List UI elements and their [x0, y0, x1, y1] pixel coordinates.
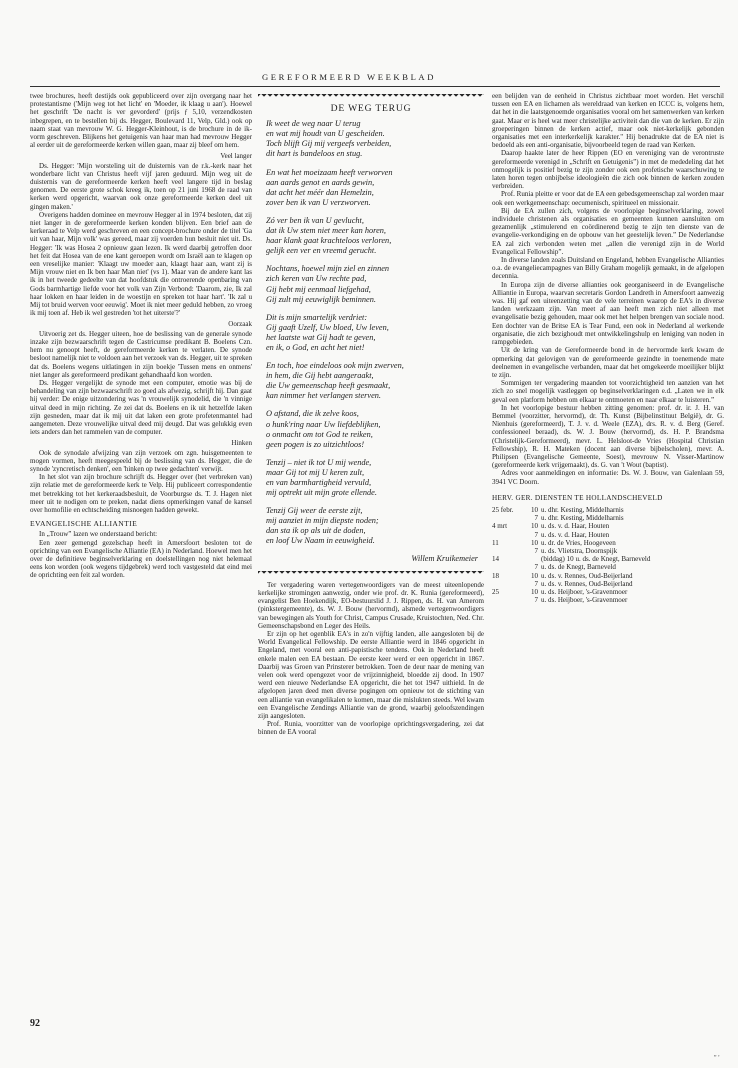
poem-line: o onmacht om tot God te reiken, — [266, 429, 373, 439]
poem-stanza — [266, 168, 484, 208]
poem-line: en wat mij houdt van U gescheiden. — [266, 129, 385, 139]
poem-line: aan aards genot en aards gewin, — [266, 177, 375, 187]
zigzag-rule-bottom — [258, 571, 484, 577]
service-date — [492, 596, 522, 604]
poem-line: mij aanziet in mijn diepste noden; — [266, 516, 379, 526]
service-text: u. ds. v. d. Haar, Houten — [541, 530, 610, 539]
paragraph: een belijden van de eenheid in Christus zichtbaar moet worden. Het verschil tussen een EA en lichamen als wereldraad van kerken en ICCC is, volgens hem, dat het in die laatstgenoemde organisaties vooral om het samenwerken van kerken gaat. Maar er is heel wat meer christelijke activiteit dan die van de kerken. Er zijn groeperingen binnen de kerken actief, maar ook niet-kerkelijk gebonden organisaties met een interkerkelijk karakter." Hij benadrukte dat de EA niet is bedoeld als een anti-organisatie, bijvoorbeeld tegen de raad van Kerken. — [492, 92, 724, 150]
paragraph: In diverse landen zoals Duitsland en Engeland, hebben Evangelische Allianties o.a. de evangeliecampagnes van Billy Graham mogelijk gemaakt, in de afgelopen decennia. — [492, 256, 724, 281]
poem-line: O afstand, die ik zelve koos, — [266, 409, 359, 419]
service-text: u. ds. Heijboer, 's-Gravenmoer — [541, 587, 628, 596]
poem-line: Toch blijft Gij mij vergeefs verbeiden, — [266, 139, 392, 149]
poem-stanza — [266, 216, 484, 256]
poem-author: Willem Kruikemeier — [411, 553, 478, 563]
poem-title: DE WEG TERUG — [330, 103, 412, 114]
poem-stanza — [266, 264, 484, 304]
paragraph: Bij de EA zullen zich, volgens de voorlopige beginselverklaring, zowel individuele christenen als organisaties en gemeenten kunnen aansluiten om gezamenlijk „stimulerend en coördinerend bezig te zijn ten dienste van de evangelie-verkondiging en de opbouw van het geestelijk leven.” De Nederlandse EA zal zich verbonden weten met „allen die verenigd zijn in de World Evangelical Fellowship”. — [492, 206, 724, 256]
poem-line: en loof Uw Naam in eeuwigheid. — [266, 536, 375, 546]
poem-line: Nochtans, hoewel mijn ziel en zinnen — [266, 264, 390, 274]
section-heading-alliantie: EVANGELISCHE ALLIANTIE — [30, 519, 138, 529]
service-time: 10 — [530, 538, 538, 547]
poem-line: dan sta ik op als uit de doden, — [266, 526, 366, 536]
paragraph: Daarop haakte later de heer Rippen (EO en vereniging van de verontruste gereformeerde verenigd in „Schrift en Getuigenis”) in met de mededeling dat het onmogelijk is positief bezig te zijn zonder ook een profetische waarschuwing te laten horen tegen onbijbelse ideologieën die zich ook binnen de kerken zouden verbreiden. — [492, 149, 724, 191]
poem-line: en van barmhartigheid vervuld, — [266, 478, 372, 488]
poem-line: Gij zult mij eeuwiglijk beminnen. — [266, 294, 376, 304]
column-left — [30, 92, 252, 792]
paragraph: In „Trouw” lazen we onderstaand bericht: — [39, 530, 158, 539]
poem-line: dit hart is bandeloos en stug. — [266, 149, 363, 159]
service-date: 25 febr. — [492, 505, 514, 514]
service-row — [492, 596, 724, 604]
service-row — [492, 522, 724, 530]
paragraph: Er zijn op het ogenblik EA's in zo'n vijftig landen, alle aangesloten bij de World Evangelical Fellowship. De eerste Alliantie werd in 1846 opgericht in Engeland, met vooral een anti-papistische tendens. Ook in Nederland heeft enkele malen een EA bestaan. De eerste keer werd er een opgericht in 1867. Daarbij was Groen van Prinsterer betrokken. Toen de deur naar de mening van velen ook werd opengezet voor de vrijzinnigheid, bloedde zij dood. In 1907 werd een nieuwe Nederlandse EA opgericht, die het tot 1947 uithield. In de afgelopen jaren deed men diverse pogingen om opnieuw tot de stichting van een alliantie van evangelikalen te komen, maar die mislukten steeds. Wel kwam een Evangelische Zendings Alliantie van de grond, waarbij geloofszendingen zijn aangesloten. — [258, 630, 484, 721]
paragraph: In het voorlopige bestuur hebben zitting genomen: prof. dr. ir. J. H. van Bemmel (voorzitter, hervormd), dr. Th. Kunst (Bijbelinstituut België), dr. G. Nienhuis (gereformeerd), T. J. v. d. Weele (EZA), drs. R. v. d. Berg (Geref. confessioneel beraad), ds. W. J. Bouw (hervormd), ds. H. P. Brandsma (Christelijk-Gereformeerd), mevr. L. Helsloot-de Vries (Hospital Christian Fellowship), R. H. Mateken (docent aan diverse bijbelscholen), mevr. A. Philipsen (Evangelische Gemeente, Soest), mevrouw N. Visser-Martinow (gereformeerde kerk vrijgemaakt), ds. G. van 't Wout (baptist). — [492, 403, 724, 470]
poem-line: en ik, o God, en acht het niet! — [266, 342, 365, 352]
service-text: u. ds. Heijboer, 's-Gravenmoer — [541, 596, 628, 605]
poem-line: dat acht het méér dan Hemelzin, — [266, 187, 374, 197]
column-middle — [258, 92, 484, 1092]
poem-stanza — [266, 361, 484, 401]
service-date: 4 mrt — [492, 522, 508, 531]
poem-line: Gij gaaft Uzelf, Uw bloed, Uw leven, — [266, 322, 389, 332]
service-time: 7 — [534, 530, 538, 539]
service-text: u. ds. de Knegt, Barneveld — [541, 563, 616, 572]
poem-line: En toch, hoe eindeloos ook mijn zwerven, — [266, 361, 404, 371]
paragraph: Ds. Hegger vergelijkt de synode met een computer, emotie was bij de behandeling van zijn bezwaarschrift zo goed als afwezig, schrijft hij. Dan gaat hij verder: De enige uitzondering was 'n vrouwelijk synodelid, die 'n vinnige uitval deed in mijn richting. Ze zei dat ds. Boelens en ik uit hetzelfde laken zijn gesneden, maar dat ik mij uit dat laken een grote profetenmantel had aangemeten. Deze vrouwelijke uitval deed mij deugd. Dat was gelukkig even iets anders dan het rammelen van de computer. — [30, 378, 252, 437]
paragraph: In Europa zijn de diverse allianties ook georganiseerd in de Evangelische Alliantie in Europa, waarvan secretaris Gordon Landreth in Amersfoort aanwezig was. Hij gaf een uiteenzetting van de vele terreinen waarop de EA's in diverse landen werkzaam zijn. Van meet af aan heeft men zich niet alleen met evangelisatie bezig gehouden, maar ook met het helpen brengen van sociale nood. Een dochter van de Britse EA is Tear Fund, een ook in Nederland al werkende organisatie, die zich bezighoudt met ontwikkelingshulp en leniging van noden in rampgebieden. — [492, 280, 724, 347]
poem-stanza — [266, 313, 484, 353]
paragraph: Overigens hadden dominee en mevrouw Hegger al in 1974 besloten, dat zij niet langer in de gereformeerde kerken konden blijven. Een brief aan de kerkeraad te Velp werd geschreven en een concept-brochure onder de titel 'Ga uit van haar, Mijn volk' was gereed, maar zij voerden hun besluit niet uit. Ds. Hegger: 'Ik was Hosea 2 opnieuw gaan lezen. Ik werd daarbij getroffen door het feit dat Hosea van de ene kant geroepen wordt om Israël aan te klagen op een vreselijke manier: 'Klaagt uw moeder aan, klaagt haar aan, want zij is Mijn vrouw niet en Ik ben haar Man niet' (vs 1). Maar van de andere kant las ik in het tweede gedeelte van dat hoofdstuk die ontroerende openbaring van Gods barmhartige liefde voor het volk van Zijn Verbond: 'Daarom, zie, Ik zal haar lokken en haar leiden in de woestijn en spreken tot haar hart'. 'Ik zal u Mij tot bruid werven voor eeuwig'. Moet ik niet meer geduld hebben, zo vroeg ik mij toen af. Heb ik wel gestreden 'tot het uiterste'?' — [30, 210, 252, 318]
service-row — [492, 563, 724, 571]
page-number: 92 — [30, 1018, 40, 1029]
poem-stanza — [266, 409, 484, 449]
paragraph: In het slot van zijn brochure schrijft ds. Hegger over (het verbreken van) zijn relatie met de gereformeerde kerk te Velp. Hij publiceert correspondentie met betrekking tot het kerkeraadsbesluit, de Voorburgse ds. T. J. Hagen niet meer uit te nodigen om te preken, nadat diens opmerkingen vanaf de kansel over homofilie en echtscheiding misnoegen hadden gewekt. — [30, 473, 252, 514]
poem-stanza — [266, 119, 484, 159]
subheading-hinken: Hinken — [231, 439, 252, 448]
poem-line: gelijk een ver en vreemd gerucht. — [266, 246, 377, 256]
service-date — [492, 514, 522, 522]
paragraph: Sommigen ter vergadering maanden tot voorzichtigheid ten aanzien van het zich zo snel mogelijk vastleggen op beginselverklaringen e.d. „Laten we in elk geval een platform hebben om elkaar te ontmoeten en naar elkaar te luisteren.” — [492, 379, 724, 404]
zigzag-rule-top — [258, 94, 484, 100]
poem-stanza — [266, 506, 484, 546]
services-heading: HERV. GER. DIENSTEN TE HOLLANDSCHEVELD — [492, 493, 663, 502]
service-time — [522, 555, 541, 563]
paragraph: twee brochures, heeft destijds ook gepubliceerd over zijn overgang naar het protestantisme ('Mijn weg tot het licht' en 'Moeder, ik klaag u aan'). Hoewel het geschrift 'De nacht is ver gevorderd' (prijs ƒ 5,10, verzendkosten inbegrepen, en te bestellen bij ds. Hegger, Boulevard 11, Velp, Gld.) ook op naam staat van mevrouw W. G. Hegger-Kleinhout, is de brochure in de ik-vorm geschreven. Blijkens het getuigenis van haar man had mevrouw Hegger al eerder uit de gereformeerde kerken willen gaan, maar zij bleef om hem. — [30, 92, 252, 150]
paragraph: Prof. Runia, voorzitter van de voorlopige oprichtingsvergadering, zei dat binnen de EA vooral — [258, 720, 484, 737]
service-text: u. ds. v. Rennes, Oud-Beijerland — [541, 571, 633, 580]
service-time: 7 — [534, 514, 538, 523]
paragraph: Ook de synodale afwijzing van zijn verzoek om zgn. huisgemeenten te mogen vormen, heeft meegespeeld bij de beslissing van ds. Hegger, die de synode 'zyncretisch denken', een 'hinken op twee gedachten' verwijt. — [30, 448, 252, 473]
service-text: u. dhr. Kesting, Middelharnis — [541, 505, 624, 514]
poem-line: dat ik Uw stem niet meer kan horen, — [266, 226, 386, 236]
poem-stanza — [266, 458, 484, 498]
service-text: u. dhr. Kesting, Middelharnis — [541, 514, 624, 523]
poem-line: maar Gij tot mij U keren zult, — [266, 467, 365, 477]
service-text: (biddag) 10 u. ds. de Knegt, Barneveld — [541, 555, 651, 564]
poem-line: die Uw gemeenschap heeft gesmaakt, — [266, 381, 391, 391]
service-date: 25 — [492, 587, 500, 596]
service-time: 7 — [534, 579, 538, 588]
service-date — [492, 563, 522, 571]
service-text: u. dr. de Vries, Hoogeveen — [541, 538, 616, 547]
poem-line: En wat het moeizaam heeft verworven — [266, 167, 393, 177]
poem-line: zover ben ik van U verzworven. — [266, 197, 371, 207]
service-row — [492, 555, 724, 563]
service-row — [492, 572, 724, 580]
page-edge-marks: '' ' — [714, 1054, 720, 1062]
paragraph: Adres voor aanmeldingen en informatie: Ds. W. J. Bouw, van Galenlaan 59, 3941 VC Doorn. — [492, 469, 724, 486]
service-row — [492, 531, 724, 539]
service-time: 10 — [530, 522, 538, 531]
service-date — [492, 547, 522, 555]
paragraph: Een zeer gemengd gezelschap heeft in Amersfoort besloten tot de oprichting van een Evangelische Alliantie (EA) in Nederland. Hoewel men het over de definitieve beginselverklaring en doelstellingen nog niet helemaal eens kon worden (ook wegens tijdgebrek) werd toch vastgesteld dat eind mei de oprichting een feit zal worden. — [30, 538, 252, 580]
service-text: u. ds. v. d. Haar, Houten — [541, 522, 610, 531]
paragraph: Prof. Runia pleitte er voor dat de EA een gebedsgemeenschap zal worden maar ook een werkgemeenschap: oecumenisch, spiritueel en missionair. — [492, 190, 724, 207]
poem-line: haar klank gaat krachteloos verloren, — [266, 236, 392, 246]
paragraph: Uit de kring van de Gereformeerde bond in de hervormde kerk kwam de opmerking dat gelovigen van de gereformeerde gezindte in toenemende mate deelnemen in evangelische verbanden, maar dat het omgekeerde moeilijker blijkt te zijn. — [492, 346, 724, 379]
service-row — [492, 588, 724, 596]
poem-line: Tenzij Gij weer de eerste zijt, — [266, 506, 363, 516]
service-text: u. ds. Vlietstra, Doornspijk — [541, 546, 618, 555]
service-time: 7 — [534, 596, 538, 605]
poem-line: Gij hebt mij eenmaal liefgehad, — [266, 284, 371, 294]
poem-line: Tenzij – niet ik tot U mij wende, — [266, 457, 372, 467]
service-date — [492, 531, 522, 539]
subheading-oorzaak: Oorzaak — [228, 320, 252, 329]
poem-line: zich keren van Uw rechte pad, — [266, 274, 367, 284]
paragraph: Ds. Hegger: 'Mijn worsteling uit de duisternis van de r.k.-kerk naar het wonderbare licht van Christus heeft vijf jaren geduurd. Mijn weg uit de duisternis van de gereformeerde kerken heeft veel langere tijd in beslag genomen. De eerste grote schok kreeg ik, toen op 21 juni 1968 de raad van kerken werd opgericht, waarvan ook onze gereformeerde kerken deel uit gingen maken.' — [30, 161, 252, 211]
service-row — [492, 539, 724, 547]
poem-line: Dit is mijn smartelijk verdriet: — [266, 312, 368, 322]
column-right — [492, 92, 724, 752]
service-time: 7 — [534, 546, 538, 555]
running-header: GEREFORMEERD WEEKBLAD — [262, 72, 437, 82]
poem-line: kan nimmer het verlangen sterven. — [266, 391, 381, 401]
service-text: u. ds. v. Rennes, Oud-Beijerland — [541, 579, 633, 588]
service-date: 18 — [492, 571, 500, 580]
poem-line: o hunk'ring naar Uw liefdeblijken, — [266, 419, 381, 429]
service-row — [492, 514, 724, 522]
services-table — [492, 506, 724, 604]
service-date: 14 — [492, 555, 500, 564]
poem-line: in hem, die Gij hebt aangeraakt, — [266, 371, 374, 381]
service-row — [492, 506, 724, 514]
poem-line: Zó ver ben ik van U gevlucht, — [266, 215, 364, 225]
poem-line: geen pogen is zo uitzichtloos! — [266, 439, 365, 449]
service-time: 7 — [534, 563, 538, 572]
service-date: 11 — [492, 538, 499, 547]
poem-line: mij optrekt uit mijn grote ellende. — [266, 488, 377, 498]
paragraph: Uitvoerig zet ds. Hegger uiteen, hoe de beslissing van de generale synode inzake zijn bezwaarschrift tegen de Castricumse predikant B. Boelens Czn. hem nu genoopt heeft, de gereformeerde kerken te verlaten. De synode besloot namelijk niet te voldoen aan het verzoek van ds. Hegger, uit te spreken dat ds. Boelens wegens uitlatingen in zijn boekje 'Tussen mens en onmens' niet langer als gereformeerd predikant gehandhaafd kon worden. — [30, 329, 252, 379]
poem-line: het laatste wat Gij hadt te geven, — [266, 332, 376, 342]
service-date — [492, 580, 522, 588]
service-row — [492, 547, 724, 555]
poem-line: Ik weet de weg naar U terug — [266, 119, 361, 129]
service-time: 10 — [530, 571, 538, 580]
paragraph: Ter vergadering waren vertegenwoordigers van de meest uiteenlopende kerkelijke stromingen aanwezig, onder wie prof. dr. K. Runia (gereformeerd), evangelist Ben Hoekendijk, EO-bestuurslid J. J. Rippen, ds. H. van Amerom (pinkstergemeente), ds. W. J. Bouw (hervormd), alsmede vertegenwoordigers van bewegingen als Youth for Christ, Campus Crusade, Kruistochten, Ned. Chr. Gemeenschapsbond en Leger des Heils. — [258, 580, 484, 630]
service-row — [492, 580, 724, 588]
poem — [258, 119, 484, 546]
header-rule — [30, 86, 720, 87]
service-time: 10 — [530, 587, 538, 596]
service-time: 10 — [530, 505, 538, 514]
subheading-veel-langer: Veel langer — [220, 152, 252, 161]
